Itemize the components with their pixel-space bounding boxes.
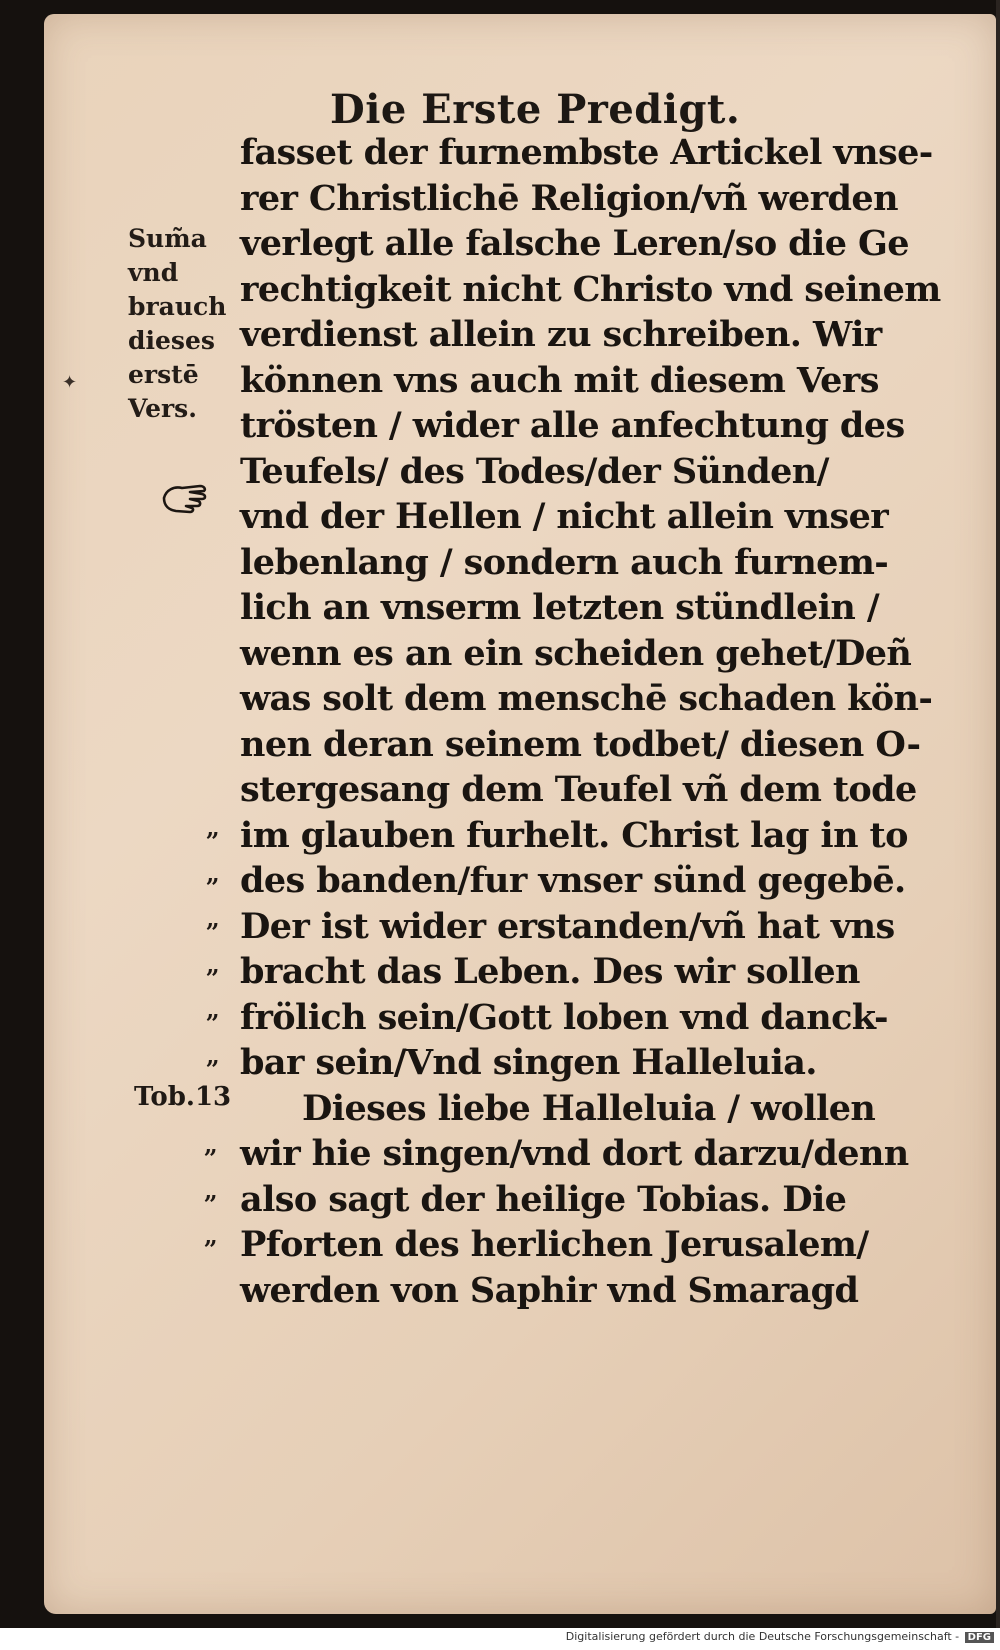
- footer-credit-text: Digitalisierung gefördert durch die Deutsche Forschungsgemeinschaft -: [565, 1630, 960, 1643]
- text-line: des banden/fur vnser sünd gegebē.: [240, 860, 906, 901]
- text-line: bar sein/Vnd singen Halleluia.: [240, 1042, 817, 1083]
- text-line: wir hie singen/vnd dort darzu/denn: [240, 1133, 909, 1174]
- quotation-mark: „: [206, 904, 220, 933]
- pointing-hand-icon: [160, 480, 210, 514]
- text-line: stergesang dem Teufel vñ dem tode: [240, 769, 917, 810]
- quotation-mark: „: [204, 1175, 218, 1205]
- text-line: Teufels/ des Todes/der Sünden/: [240, 450, 829, 492]
- margin-note-line: Sum̃a: [128, 224, 207, 253]
- text-line: vnd der Hellen / nicht allein vnser: [240, 496, 889, 537]
- text-line: also sagt der heilige Tobias. Die: [240, 1178, 847, 1220]
- margin-reference: Tob.13: [134, 1082, 232, 1112]
- page-edge: [996, 0, 1000, 1628]
- text-line: fasset der furnembste Artickel vnse-: [240, 132, 933, 173]
- margin-note-line: dieses: [128, 326, 215, 355]
- dfg-badge: DFG: [965, 1632, 994, 1643]
- footer-credit: [566, 1630, 994, 1643]
- margin-mark: ✦: [62, 372, 78, 393]
- text-line: können vns auch mit diesem Vers: [240, 359, 879, 401]
- margin-note-line: Vers.: [128, 394, 197, 423]
- text-line: nen deran seinem todbet/ diesen O-: [240, 723, 921, 765]
- running-head: Die Erste Predigt.: [330, 86, 741, 133]
- margin-note: [128, 222, 226, 426]
- text-line: verlegt alle falsche Leren/so die Ge: [240, 223, 909, 264]
- text-line: rer Christlichē Religion/vñ werden: [240, 177, 898, 219]
- text-line: rechtigkeit nicht Christo vnd seinem: [240, 268, 941, 310]
- margin-note-line: vnd: [128, 258, 179, 287]
- text-line: wenn es an ein scheiden gehet/Deñ: [240, 632, 912, 674]
- quotation-mark: „: [204, 1130, 218, 1159]
- text-line: trösten / wider alle anfechtung des: [240, 405, 905, 446]
- quotation-mark: „: [206, 1040, 220, 1070]
- text-line: Pforten des herlichen Jerusalem/: [240, 1224, 869, 1265]
- quotation-marks: [206, 805, 220, 1078]
- quotation-mark: „: [206, 949, 220, 979]
- margin-note-line: brauch: [128, 292, 227, 321]
- text-line: lebenlang / sondern auch furnem-: [240, 541, 889, 583]
- quotation-marks: [204, 1122, 218, 1259]
- margin-note-line: erstē: [128, 360, 199, 389]
- text-line: bracht das Leben. Des wir sollen: [240, 951, 860, 992]
- quotation-mark: „: [206, 858, 220, 888]
- text-line: im glauben furhelt. Christ lag in to: [240, 814, 908, 856]
- text-line: lich an vnserm letzten stündlein /: [240, 587, 880, 628]
- text-line: verdienst allein zu schreiben. Wir: [240, 314, 882, 355]
- text-line: was solt dem menschē schaden kön-: [240, 678, 933, 719]
- quotation-mark: „: [204, 1221, 218, 1250]
- body-text: [240, 130, 960, 1313]
- text-line: Dieses liebe Halleluia / wollen: [302, 1087, 876, 1129]
- text-line: frölich sein/Gott loben vnd danck-: [240, 996, 888, 1038]
- text-line: Der ist wider erstanden/vñ hat vns: [240, 905, 895, 947]
- text-line: werden von Saphir vnd Smaragd: [240, 1269, 859, 1311]
- quotation-mark: „: [206, 813, 220, 842]
- quotation-mark: „: [206, 995, 220, 1024]
